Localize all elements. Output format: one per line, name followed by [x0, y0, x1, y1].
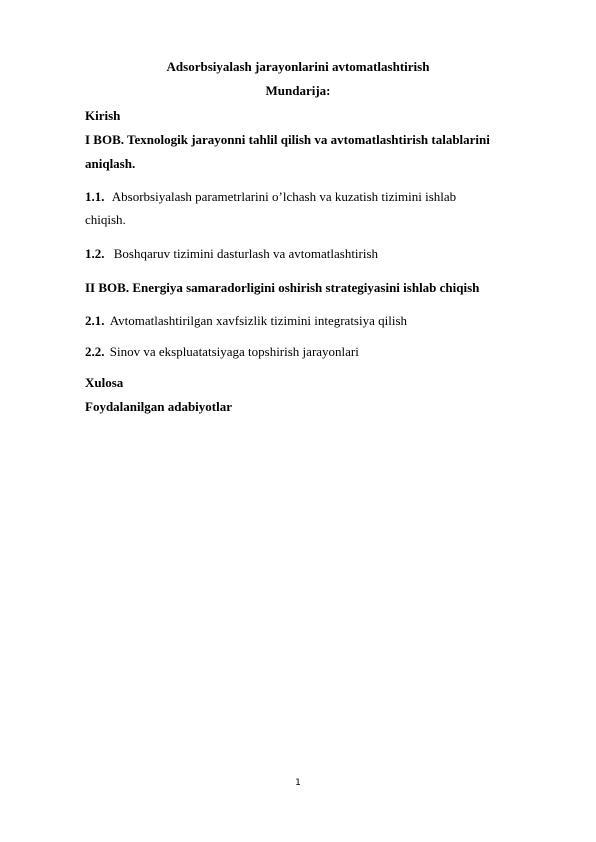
section-title: Sinov va ekspluatatsiyaga topshirish jarayonlari — [109, 344, 359, 359]
toc-section-1-1 — [85, 188, 456, 206]
section-title: Avtomatlashtirilgan xavfsizlik tizimini integratsiya qilish — [109, 313, 408, 328]
section-title: Boshqaruv tizimini dasturlash va avtomatlashtirish — [113, 246, 379, 261]
section-number: 2.2. — [85, 344, 105, 359]
toc-chapter-1-line-2: aniqlash. — [85, 156, 136, 171]
section-number: 1.2. — [85, 246, 105, 261]
document-title: Adsorbsiyalash jarayonlarini avtomatlashtirish — [166, 59, 430, 74]
toc-section-1-2 — [85, 245, 378, 263]
toc-item-intro: Kirish — [85, 108, 121, 123]
toc-section-2-2 — [85, 343, 359, 361]
toc-heading: Mundarija: — [265, 83, 331, 98]
section-title: Absorbsiyalash parametrlarini o’lchash va kuzatish tizimini ishlab — [111, 189, 457, 204]
page-number: 1 — [295, 778, 301, 788]
toc-section-1-1-line-2: chiqish. — [85, 212, 126, 227]
section-number: 2.1. — [85, 313, 105, 328]
section-number: 1.1. — [85, 189, 105, 204]
toc-chapter-1-line-1: I BOB. Texnologik jarayonni tahlil qilish va avtomatlashtirish talablarini — [85, 132, 490, 147]
toc-item-references: Foydalanilgan adabiyotlar — [85, 399, 232, 414]
toc-section-2-1 — [85, 312, 407, 330]
toc-item-conclusion: Xulosa — [85, 375, 124, 390]
toc-chapter-2: II BOB. Energiya samaradorligini oshirish strategiyasini ishlab chiqish — [85, 280, 480, 295]
